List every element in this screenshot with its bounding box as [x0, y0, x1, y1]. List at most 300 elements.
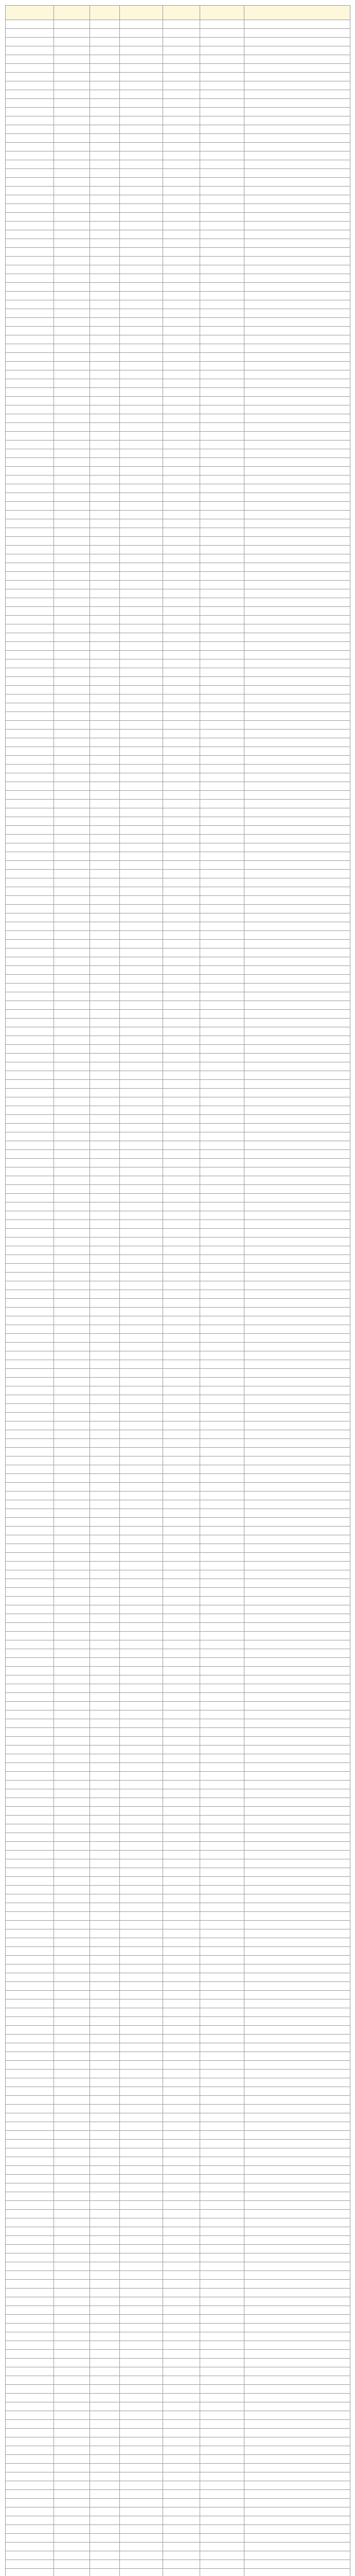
table-cell-col7 [244, 1640, 350, 1649]
table-cell-col5 [163, 1010, 200, 1019]
table-cell-col4 [120, 817, 163, 826]
table-cell-col4 [120, 712, 163, 721]
table-cell-col2 [54, 2289, 90, 2297]
table-cell-col1 [6, 2455, 54, 2464]
table-cell-col5 [163, 2061, 200, 2070]
table-cell-col7 [244, 1132, 350, 1141]
table-cell-col1 [6, 2070, 54, 2078]
table-cell-col7 [244, 1982, 350, 1991]
table-cell-col5 [163, 1509, 200, 1518]
table-cell-col7 [244, 1421, 350, 1430]
table-cell-col7 [244, 2376, 350, 2385]
table-cell-col5 [163, 493, 200, 502]
table-row [6, 2166, 350, 2175]
table-cell-col1 [6, 1973, 54, 1982]
table-cell-col6 [200, 1719, 244, 1728]
table-cell-col7 [244, 2043, 350, 2052]
table-cell-col2 [54, 327, 90, 335]
table-cell-col7 [244, 765, 350, 773]
table-cell-col3 [90, 1150, 120, 1159]
table-cell-col2 [54, 1299, 90, 1308]
table-cell-col3 [90, 1903, 120, 1912]
table-cell-col2 [54, 458, 90, 467]
table-cell-col4 [120, 1807, 163, 1816]
table-cell-col1 [6, 1202, 54, 1211]
table-cell-col4 [120, 1500, 163, 1509]
table-cell-col6 [200, 511, 244, 519]
table-row [6, 1938, 350, 1947]
table-cell-col1 [6, 2525, 54, 2534]
table-row [6, 800, 350, 808]
table-cell-col4 [120, 1842, 163, 1851]
table-cell-col1 [6, 563, 54, 572]
table-cell-col6 [200, 1421, 244, 1430]
table-cell-col3 [90, 1605, 120, 1614]
table-cell-col2 [54, 852, 90, 861]
table-cell-col4 [120, 2341, 163, 2350]
table-cell-col7 [244, 1667, 350, 1675]
table-cell-col4 [120, 1343, 163, 1351]
table-cell-col3 [90, 1816, 120, 1824]
table-cell-col3 [90, 370, 120, 379]
table-cell-col3 [90, 1141, 120, 1150]
table-cell-col1 [6, 1868, 54, 1877]
table-cell-col4 [120, 2429, 163, 2437]
table-cell-col3 [90, 1710, 120, 1719]
table-row [6, 1868, 350, 1877]
table-cell-col3 [90, 1124, 120, 1132]
table-cell-col4 [120, 870, 163, 878]
table-cell-col1 [6, 1877, 54, 1886]
table-cell-col4 [120, 2481, 163, 2490]
table-cell-col6 [200, 318, 244, 327]
table-cell-col5 [163, 1106, 200, 1115]
table-cell-col6 [200, 581, 244, 589]
table-cell-col7 [244, 476, 350, 484]
table-row [6, 1702, 350, 1710]
table-cell-col3 [90, 318, 120, 327]
table-cell-col1 [6, 2464, 54, 2472]
table-cell-col6 [200, 1071, 244, 1080]
table-cell-col5 [163, 852, 200, 861]
table-cell-col5 [163, 1167, 200, 1176]
table-cell-col1 [6, 318, 54, 327]
table-cell-col1 [6, 1710, 54, 1719]
table-cell-col3 [90, 1474, 120, 1483]
table-cell-col6 [200, 2035, 244, 2043]
table-cell-col7 [244, 2560, 350, 2569]
table-cell-col7 [244, 1062, 350, 1071]
table-row [6, 2140, 350, 2148]
table-cell-col4 [120, 46, 163, 55]
table-cell-col2 [54, 222, 90, 230]
table-cell-col7 [244, 1675, 350, 1684]
table-cell-col5 [163, 1982, 200, 1991]
table-cell-col7 [244, 808, 350, 817]
table-cell-col4 [120, 1194, 163, 1202]
table-cell-col1 [6, 2437, 54, 2446]
table-cell-col3 [90, 1448, 120, 1456]
table-cell-col4 [120, 1973, 163, 1982]
table-cell-col1 [6, 747, 54, 756]
table-cell-col4 [120, 616, 163, 624]
table-cell-col1 [6, 1054, 54, 1062]
table-cell-col5 [163, 353, 200, 362]
table-row [6, 2455, 350, 2464]
table-cell-col1 [6, 178, 54, 187]
table-cell-col5 [163, 1273, 200, 1281]
table-cell-col6 [200, 187, 244, 195]
table-row [6, 64, 350, 73]
table-cell-col7 [244, 817, 350, 826]
table-cell-col5 [163, 2297, 200, 2306]
table-row [6, 1316, 350, 1325]
table-cell-col6 [200, 292, 244, 300]
table-row [6, 134, 350, 143]
table-cell-col3 [90, 300, 120, 309]
table-cell-col2 [54, 1640, 90, 1649]
table-cell-col4 [120, 2253, 163, 2262]
table-cell-col2 [54, 756, 90, 765]
table-row [6, 1579, 350, 1588]
table-row [6, 1833, 350, 1842]
table-cell-col4 [120, 1211, 163, 1220]
table-row [6, 694, 350, 703]
table-cell-col1 [6, 2350, 54, 2359]
table-row [6, 1185, 350, 1194]
table-cell-col3 [90, 125, 120, 134]
table-cell-col6 [200, 239, 244, 248]
table-cell-col6 [200, 458, 244, 467]
table-cell-col4 [120, 2332, 163, 2341]
table-cell-col3 [90, 2306, 120, 2315]
table-cell-col1 [6, 379, 54, 388]
table-cell-col2 [54, 2280, 90, 2289]
table-cell-col7 [244, 2481, 350, 2490]
table-cell-col7 [244, 1781, 350, 1789]
table-cell-col3 [90, 1281, 120, 1290]
table-cell-col3 [90, 99, 120, 108]
table-cell-col6 [200, 852, 244, 861]
table-cell-col1 [6, 1745, 54, 1754]
table-cell-col2 [54, 730, 90, 738]
table-cell-col2 [54, 2157, 90, 2166]
table-row [6, 2280, 350, 2289]
table-cell-col2 [54, 99, 90, 108]
table-row [6, 1737, 350, 1745]
table-row [6, 1281, 350, 1290]
table-cell-col5 [163, 1745, 200, 1754]
table-cell-col3 [90, 2157, 120, 2166]
table-cell-col4 [120, 1675, 163, 1684]
table-cell-col2 [54, 1378, 90, 1386]
table-cell-col2 [54, 1308, 90, 1316]
table-cell-col1 [6, 1045, 54, 1054]
table-cell-col7 [244, 2394, 350, 2402]
table-cell-col4 [120, 546, 163, 554]
table-cell-col6 [200, 1527, 244, 1535]
table-cell-col7 [244, 624, 350, 633]
table-cell-col7 [244, 1763, 350, 1772]
table-cell-col2 [54, 1719, 90, 1728]
table-cell-col7 [244, 2324, 350, 2332]
table-cell-col1 [6, 90, 54, 99]
table-row [6, 116, 350, 125]
table-cell-col4 [120, 1273, 163, 1281]
table-cell-col5 [163, 1360, 200, 1369]
table-cell-col1 [6, 1456, 54, 1465]
table-cell-col7 [244, 519, 350, 528]
table-row [6, 1588, 350, 1597]
table-cell-col5 [163, 1851, 200, 1859]
table-cell-col6 [200, 1202, 244, 1211]
table-cell-col1 [6, 817, 54, 826]
table-row [6, 151, 350, 160]
table-cell-col5 [163, 765, 200, 773]
table-cell-col4 [120, 1509, 163, 1518]
table-row [6, 81, 350, 90]
table-cell-col6 [200, 1544, 244, 1553]
table-cell-col6 [200, 2070, 244, 2078]
table-cell-col4 [120, 2183, 163, 2192]
table-cell-col2 [54, 370, 90, 379]
table-cell-col1 [6, 616, 54, 624]
table-row [6, 484, 350, 493]
table-cell-col7 [244, 616, 350, 624]
table-cell-col4 [120, 511, 163, 519]
table-cell-col2 [54, 1745, 90, 1754]
table-row [6, 817, 350, 826]
table-cell-col2 [54, 1465, 90, 1474]
table-cell-col4 [120, 20, 163, 29]
table-cell-col5 [163, 2472, 200, 2481]
table-cell-col5 [163, 992, 200, 1001]
table-cell-col3 [90, 1518, 120, 1527]
table-cell-col6 [200, 2446, 244, 2455]
table-cell-col3 [90, 2061, 120, 2070]
table-cell-col3 [90, 2218, 120, 2227]
table-cell-col7 [244, 1964, 350, 1973]
table-cell-col3 [90, 1492, 120, 1500]
table-cell-col1 [6, 2297, 54, 2306]
table-cell-col7 [244, 2289, 350, 2297]
table-cell-col6 [200, 2227, 244, 2236]
table-cell-col7 [244, 1185, 350, 1194]
table-cell-col3 [90, 1877, 120, 1886]
table-cell-col6 [200, 2306, 244, 2315]
table-row [6, 1220, 350, 1229]
table-cell-col7 [244, 1903, 350, 1912]
table-cell-col1 [6, 1579, 54, 1588]
table-row [6, 1421, 350, 1430]
table-cell-col6 [200, 1456, 244, 1465]
table-row [6, 353, 350, 362]
table-cell-col2 [54, 1430, 90, 1439]
table-cell-col2 [54, 1325, 90, 1334]
table-cell-col2 [54, 1229, 90, 1238]
table-cell-col1 [6, 1465, 54, 1474]
table-cell-col3 [90, 1054, 120, 1062]
table-row [6, 2507, 350, 2516]
table-cell-col5 [163, 616, 200, 624]
table-cell-col7 [244, 1027, 350, 1036]
table-cell-col4 [120, 1115, 163, 1124]
table-cell-col3 [90, 64, 120, 73]
table-cell-col1 [6, 1238, 54, 1246]
table-cell-col2 [54, 1877, 90, 1886]
table-cell-col3 [90, 1570, 120, 1579]
table-cell-col3 [90, 2183, 120, 2192]
table-cell-col6 [200, 677, 244, 686]
table-cell-col2 [54, 835, 90, 843]
table-cell-col5 [163, 633, 200, 642]
table-cell-col5 [163, 511, 200, 519]
table-cell-col5 [163, 2052, 200, 2061]
table-cell-col4 [120, 1693, 163, 1702]
table-cell-col6 [200, 1238, 244, 1246]
table-cell-col7 [244, 1658, 350, 1667]
table-cell-col3 [90, 1097, 120, 1106]
table-cell-col1 [6, 2271, 54, 2280]
table-row [6, 2245, 350, 2253]
table-cell-col5 [163, 2113, 200, 2122]
table-cell-col7 [244, 1772, 350, 1781]
table-cell-col2 [54, 2481, 90, 2490]
table-cell-col3 [90, 2078, 120, 2087]
table-row [6, 2499, 350, 2507]
table-cell-col2 [54, 64, 90, 73]
table-cell-col5 [163, 414, 200, 423]
table-cell-col3 [90, 1229, 120, 1238]
table-cell-col6 [200, 1325, 244, 1334]
table-cell-col2 [54, 353, 90, 362]
table-cell-col2 [54, 948, 90, 957]
table-cell-col7 [244, 1045, 350, 1054]
table-cell-col2 [54, 1351, 90, 1360]
table-cell-col3 [90, 2201, 120, 2210]
table-cell-col7 [244, 1798, 350, 1807]
table-cell-col3 [90, 773, 120, 782]
table-cell-col5 [163, 887, 200, 896]
table-cell-col4 [120, 2245, 163, 2253]
table-cell-col1 [6, 1360, 54, 1369]
table-cell-col6 [200, 2157, 244, 2166]
table-cell-col5 [163, 440, 200, 449]
table-cell-col3 [90, 187, 120, 195]
table-cell-col7 [244, 2245, 350, 2253]
table-cell-col5 [163, 1562, 200, 1570]
table-cell-col5 [163, 1929, 200, 1938]
table-cell-col1 [6, 169, 54, 178]
table-cell-col4 [120, 1001, 163, 1010]
table-cell-col1 [6, 1185, 54, 1194]
table-cell-col6 [200, 773, 244, 782]
table-cell-col6 [200, 2516, 244, 2525]
table-cell-col3 [90, 2332, 120, 2341]
table-cell-col4 [120, 379, 163, 388]
table-cell-col5 [163, 1886, 200, 1894]
table-cell-col6 [200, 1045, 244, 1054]
table-cell-col4 [120, 765, 163, 773]
table-row [6, 1071, 350, 1080]
table-row [6, 598, 350, 607]
table-cell-col1 [6, 1737, 54, 1745]
table-cell-col2 [54, 1518, 90, 1527]
table-cell-col2 [54, 2201, 90, 2210]
table-cell-col6 [200, 2043, 244, 2052]
table-cell-col6 [200, 1921, 244, 1929]
table-cell-col4 [120, 2008, 163, 2017]
table-cell-col2 [54, 1185, 90, 1194]
table-cell-col6 [200, 1868, 244, 1877]
table-cell-col2 [54, 624, 90, 633]
table-cell-col1 [6, 1544, 54, 1553]
table-cell-col1 [6, 1562, 54, 1570]
table-cell-col7 [244, 1089, 350, 1097]
table-cell-col3 [90, 1194, 120, 1202]
table-cell-col3 [90, 1886, 120, 1894]
table-cell-col1 [6, 1220, 54, 1229]
table-row [6, 659, 350, 668]
table-cell-col2 [54, 1562, 90, 1570]
table-cell-col6 [200, 1956, 244, 1964]
table-cell-col7 [244, 1465, 350, 1474]
table-cell-col1 [6, 1334, 54, 1343]
table-row [6, 187, 350, 195]
table-cell-col2 [54, 1386, 90, 1395]
table-cell-col4 [120, 1544, 163, 1553]
table-cell-col5 [163, 581, 200, 589]
table-cell-col4 [120, 1964, 163, 1973]
table-row [6, 852, 350, 861]
table-cell-col5 [163, 668, 200, 677]
table-cell-col7 [244, 2183, 350, 2192]
table-cell-col5 [163, 694, 200, 703]
table-cell-col6 [200, 1334, 244, 1343]
table-cell-col5 [163, 2324, 200, 2332]
table-cell-col3 [90, 493, 120, 502]
table-cell-col1 [6, 335, 54, 344]
table-cell-col1 [6, 948, 54, 957]
table-cell-col7 [244, 1159, 350, 1167]
table-cell-col1 [6, 1833, 54, 1842]
table-cell-col6 [200, 2201, 244, 2210]
table-cell-col2 [54, 1728, 90, 1737]
table-cell-col1 [6, 651, 54, 659]
table-row [6, 835, 350, 843]
table-cell-col6 [200, 2253, 244, 2262]
table-cell-col5 [163, 1868, 200, 1877]
table-cell-col7 [244, 379, 350, 388]
table-cell-col7 [244, 1544, 350, 1553]
table-cell-col6 [200, 73, 244, 81]
table-row [6, 1562, 350, 1570]
table-cell-col2 [54, 187, 90, 195]
table-cell-col1 [6, 230, 54, 239]
table-row [6, 940, 350, 948]
table-cell-col5 [163, 458, 200, 467]
table-cell-col3 [90, 1553, 120, 1562]
table-cell-col1 [6, 1982, 54, 1991]
table-cell-col5 [163, 388, 200, 397]
table-cell-col6 [200, 230, 244, 239]
table-cell-col1 [6, 2061, 54, 2070]
table-cell-col7 [244, 2341, 350, 2350]
table-row [6, 2008, 350, 2017]
table-cell-col7 [244, 2411, 350, 2420]
table-cell-col3 [90, 2543, 120, 2551]
table-cell-col7 [244, 2297, 350, 2306]
